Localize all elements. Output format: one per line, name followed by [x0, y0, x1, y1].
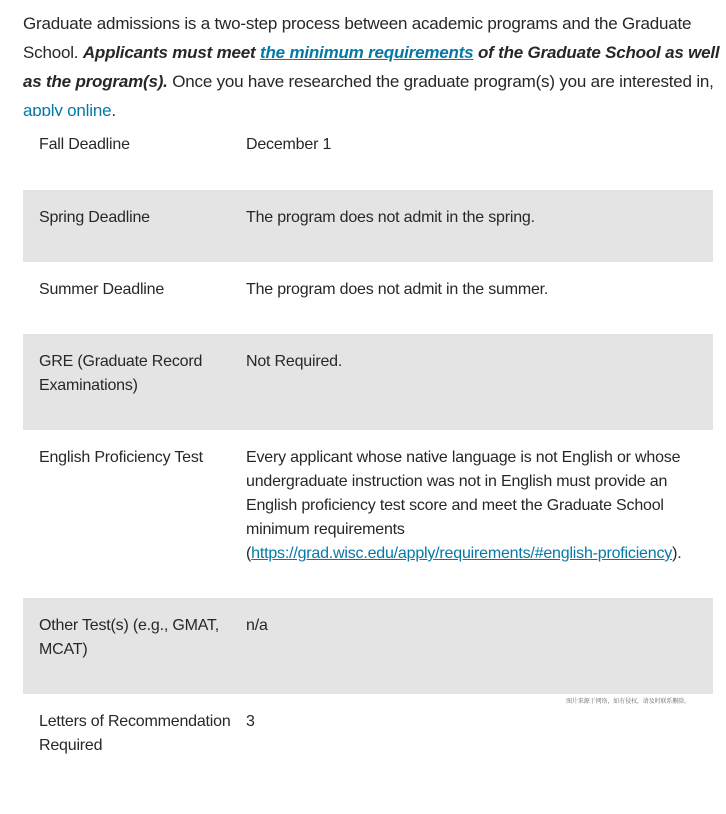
apply-online-link[interactable]: apply online: [23, 101, 112, 120]
requirements-table: [23, 116, 713, 814]
english-requirement-text: Every applicant whose native language is not English or whose undergraduate instruction was not in English must provide an English proficiency test score and meet the Graduate School minimum requirements (: [246, 449, 681, 562]
row-value: 3: [246, 713, 255, 730]
row-label: Other Test(s) (e.g., GMAT, MCAT): [39, 617, 220, 658]
row-label: Letters of Recommendation Required: [39, 713, 231, 754]
table-row-fall-deadline: [23, 116, 713, 190]
intro-text-start: Graduate admissions is a two-step process between academic programs and the Graduate School.: [23, 14, 692, 62]
row-value: December 1: [246, 136, 332, 153]
row-label: English Proficiency Test: [39, 449, 203, 466]
row-label: Summer Deadline: [39, 281, 165, 298]
table-row-letters-of-recommendation: [23, 694, 713, 814]
row-value: [246, 430, 713, 598]
table-row-spring-deadline: [23, 190, 713, 262]
watermark-text: 图片来源于网络，如有侵权，请及时联系删除。: [566, 698, 690, 705]
row-value: The program does not admit in the summer.: [246, 281, 549, 298]
table-row-english-proficiency: [23, 430, 713, 598]
row-value: Not Required.: [246, 353, 343, 370]
row-value: The program does not admit in the spring.: [246, 209, 535, 226]
table-row-summer-deadline: [23, 262, 713, 334]
english-proficiency-link[interactable]: https://grad.wisc.edu/apply/requirements/#english-proficiency: [251, 545, 673, 562]
intro-text-end: .: [111, 101, 116, 120]
intro-bold-prefix: Applicants must meet: [82, 43, 261, 62]
row-label: Fall Deadline: [39, 136, 130, 153]
minimum-requirements-link[interactable]: the minimum requirements: [260, 43, 474, 62]
table-row-other-tests: [23, 598, 713, 694]
intro-paragraph: [23, 9, 723, 125]
english-requirement-end: ).: [672, 545, 682, 562]
table-row-gre: [23, 334, 713, 430]
intro-bold-suffix: of the Graduate School as well as the program(s).: [23, 43, 720, 91]
row-label: Spring Deadline: [39, 209, 150, 226]
row-value: n/a: [246, 617, 268, 634]
row-label: GRE (Graduate Record Examinations): [39, 353, 203, 394]
intro-text-middle: Once you have researched the graduate program(s) you are interested in,: [167, 72, 714, 91]
